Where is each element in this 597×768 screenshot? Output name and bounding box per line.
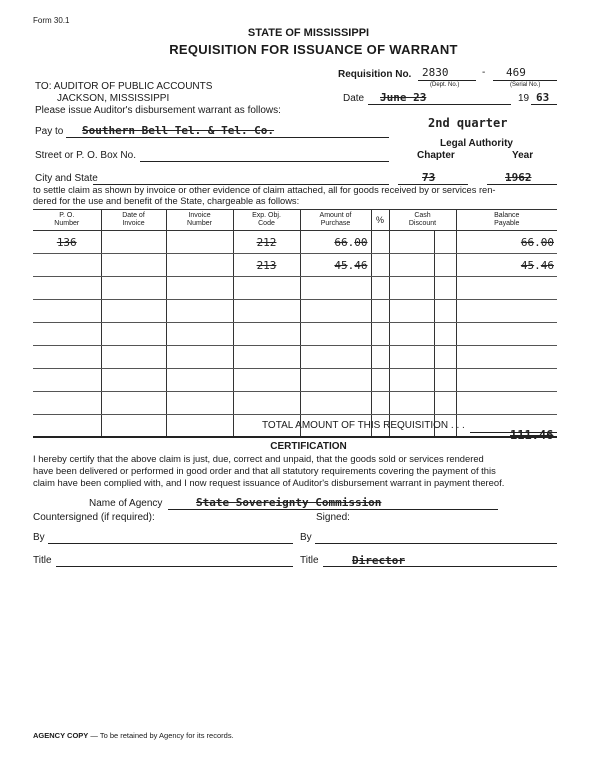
- dept-no-value[interactable]: 2830: [422, 66, 449, 79]
- cell-empty[interactable]: [166, 277, 233, 300]
- cell-empty[interactable]: [33, 346, 101, 369]
- cell-empty[interactable]: [389, 369, 434, 392]
- requisition-dash: -: [482, 67, 486, 78]
- cell-empty[interactable]: [33, 369, 101, 392]
- dept-no-caption: (Dept. No.): [430, 82, 460, 88]
- cell-empty[interactable]: [166, 369, 233, 392]
- cell-empty[interactable]: [434, 369, 456, 392]
- cell-empty[interactable]: [33, 392, 101, 415]
- by-label-right: By: [300, 532, 312, 543]
- serial-no-caption: (Serial No.): [510, 82, 541, 88]
- dept-no-line: [418, 80, 476, 81]
- cell-empty[interactable]: [233, 300, 300, 323]
- cell-empty[interactable]: [101, 346, 166, 369]
- cell-empty[interactable]: [233, 392, 300, 415]
- cell-empty[interactable]: [456, 346, 557, 369]
- cell-empty[interactable]: [300, 346, 371, 369]
- cell-empty[interactable]: [389, 346, 434, 369]
- quarter-value: 2nd quarter: [428, 116, 508, 130]
- cell-date[interactable]: [101, 254, 166, 277]
- table-row: [33, 277, 557, 300]
- cell-discount-cents[interactable]: [434, 231, 456, 254]
- title-label-right: Title: [300, 555, 319, 566]
- cell-empty[interactable]: [300, 300, 371, 323]
- cell-empty[interactable]: [33, 277, 101, 300]
- total-rule: [33, 436, 557, 438]
- header-exp-obj-code: Exp. Obj. Code: [233, 210, 300, 231]
- chapter-label: Chapter: [417, 150, 455, 161]
- cell-empty[interactable]: [300, 369, 371, 392]
- settle-text-2: dered for the use and benefit of the State, chargeable as follows:: [33, 196, 300, 206]
- year-suffix[interactable]: 63: [536, 91, 550, 104]
- cell-empty[interactable]: [101, 369, 166, 392]
- pay-to-line: [66, 137, 389, 138]
- table-row: [33, 346, 557, 369]
- claim-table: [33, 209, 557, 438]
- cell-empty[interactable]: [434, 323, 456, 346]
- cell-empty[interactable]: [101, 300, 166, 323]
- cell-discount[interactable]: [389, 254, 434, 277]
- certification-line1: I hereby certify that the above claim is just, due, correct and unpaid, that the goods sold or services rendered: [33, 453, 484, 464]
- form-title: REQUISITION FOR ISSUANCE OF WARRANT: [169, 42, 458, 57]
- cell-balance[interactable]: 45.46: [456, 254, 557, 277]
- cell-empty[interactable]: [456, 323, 557, 346]
- year-value[interactable]: 1962: [505, 171, 532, 184]
- cell-discount-cents[interactable]: [434, 254, 456, 277]
- cell-amount[interactable]: 66.00: [300, 231, 371, 254]
- countersigned-label: Countersigned (if required):: [33, 512, 155, 523]
- table-row: [33, 231, 557, 254]
- cell-empty[interactable]: [456, 369, 557, 392]
- cell-empty[interactable]: [166, 415, 233, 438]
- table-header-row: [33, 210, 557, 231]
- cell-invoice[interactable]: [166, 231, 233, 254]
- cell-empty[interactable]: [166, 300, 233, 323]
- table-row: [33, 392, 557, 415]
- cell-amount[interactable]: 45.46: [300, 254, 371, 277]
- header-amount-of-purchase: Amount of Purchase: [300, 210, 371, 231]
- cell-empty[interactable]: [101, 392, 166, 415]
- cell-empty[interactable]: [434, 392, 456, 415]
- agency-value[interactable]: State Sovereignty Commission: [196, 496, 382, 509]
- certification-line3: claim have been complied with, and I now request issuance of Auditor's disbursement warrant in payment thereof.: [33, 477, 505, 488]
- footer-text: — To be retained by Agency for its records.: [88, 731, 234, 740]
- cell-balance[interactable]: 66.00: [456, 231, 557, 254]
- year-value-line: [487, 184, 557, 185]
- header-balance-payable: Balance Payable: [456, 210, 557, 231]
- cell-empty[interactable]: [233, 323, 300, 346]
- year-prefix: 19: [518, 93, 530, 104]
- serial-no-line: [493, 80, 557, 81]
- cell-empty[interactable]: [233, 277, 300, 300]
- cell-empty[interactable]: [300, 323, 371, 346]
- cell-empty[interactable]: [456, 277, 557, 300]
- title-line-left[interactable]: [56, 566, 293, 567]
- header-invoice-number: Invoice Number: [166, 210, 233, 231]
- cell-empty[interactable]: [166, 392, 233, 415]
- chapter-value[interactable]: 73: [422, 171, 436, 184]
- date-label: Date: [343, 93, 365, 104]
- by-line-left[interactable]: [48, 543, 293, 544]
- legal-authority-label: Legal Authority: [440, 138, 513, 149]
- certification-line2: have been delivered or performed in good order and that all statutory requirements covering the payment of this: [33, 465, 496, 476]
- cell-empty[interactable]: [101, 277, 166, 300]
- title-label-left: Title: [33, 555, 52, 566]
- header-po-number: P. O. Number: [33, 210, 101, 231]
- cell-code[interactable]: 212: [233, 231, 300, 254]
- cell-empty[interactable]: [233, 346, 300, 369]
- cell-empty[interactable]: [371, 300, 389, 323]
- cell-empty[interactable]: [371, 346, 389, 369]
- footer-agency-copy: AGENCY COPY: [33, 731, 89, 740]
- header-percent: %: [371, 210, 389, 231]
- header-date-of-invoice: Date of Invoice: [101, 210, 166, 231]
- pay-to-value[interactable]: Southern Bell Tel. & Tel. Co.: [82, 124, 275, 137]
- cell-invoice[interactable]: [166, 254, 233, 277]
- agency-line: [168, 509, 498, 510]
- cell-empty[interactable]: [456, 300, 557, 323]
- cell-empty[interactable]: [389, 300, 434, 323]
- cell-empty[interactable]: [371, 392, 389, 415]
- cell-empty[interactable]: [33, 300, 101, 323]
- year-label: Year: [512, 150, 534, 161]
- agency-label: Name of Agency: [89, 498, 163, 509]
- signed-label: Signed:: [316, 512, 350, 523]
- cell-empty[interactable]: [101, 415, 166, 438]
- table-row: [33, 300, 557, 323]
- street-line[interactable]: [140, 161, 389, 162]
- cell-empty[interactable]: [389, 392, 434, 415]
- cell-empty[interactable]: [300, 277, 371, 300]
- cell-empty[interactable]: [389, 277, 434, 300]
- by-line-right[interactable]: [315, 543, 557, 544]
- cell-empty[interactable]: [371, 369, 389, 392]
- serial-no-value[interactable]: 469: [506, 66, 526, 79]
- table-row: [33, 323, 557, 346]
- year-line: [531, 104, 557, 105]
- cell-empty[interactable]: [101, 323, 166, 346]
- cell-empty[interactable]: [434, 346, 456, 369]
- table-row: [33, 254, 557, 277]
- certification-title: CERTIFICATION: [270, 441, 347, 452]
- cell-discount[interactable]: [389, 231, 434, 254]
- settle-text-1: to settle claim as shown by invoice or other evidence of claim attached, all for goods received by or services ren-: [33, 185, 496, 195]
- date-line: [368, 104, 511, 105]
- cell-code[interactable]: 213: [233, 254, 300, 277]
- header-cash-discount: Cash Discount: [389, 210, 456, 231]
- total-label: TOTAL AMOUNT OF THIS REQUISITION . . .: [262, 420, 465, 431]
- instruction-text: Please issue Auditor's disbursement warrant as follows:: [35, 105, 281, 116]
- cell-empty[interactable]: [166, 323, 233, 346]
- cell-date[interactable]: [101, 231, 166, 254]
- cell-empty[interactable]: [371, 277, 389, 300]
- cell-percent[interactable]: [371, 254, 389, 277]
- pay-to-label: Pay to: [35, 126, 64, 137]
- cell-po[interactable]: [33, 254, 101, 277]
- cell-empty[interactable]: [389, 323, 434, 346]
- to-line2: JACKSON, MISSISSIPPI: [57, 93, 170, 104]
- cell-empty[interactable]: [33, 415, 101, 438]
- cell-empty[interactable]: [434, 277, 456, 300]
- to-line1: TO: AUDITOR OF PUBLIC ACCOUNTS: [35, 81, 213, 92]
- table-row: [33, 369, 557, 392]
- requisition-label: Requisition No.: [338, 69, 412, 80]
- cell-empty[interactable]: [233, 369, 300, 392]
- cell-empty[interactable]: [371, 323, 389, 346]
- cell-empty[interactable]: [434, 300, 456, 323]
- title-value[interactable]: Director: [352, 554, 405, 567]
- by-label-left: By: [33, 532, 45, 543]
- city-label: City and State: [35, 173, 98, 184]
- cell-empty[interactable]: [166, 346, 233, 369]
- cell-empty[interactable]: [300, 392, 371, 415]
- cell-po[interactable]: 136: [33, 231, 101, 254]
- form-number: Form 30.1: [33, 16, 70, 25]
- cell-empty[interactable]: [456, 392, 557, 415]
- total-value[interactable]: 111.46: [510, 428, 554, 442]
- footer-note: [33, 731, 234, 740]
- state-heading: STATE OF MISSISSIPPI: [247, 27, 370, 39]
- street-label: Street or P. O. Box No.: [35, 150, 136, 161]
- cell-percent[interactable]: [371, 231, 389, 254]
- cell-empty[interactable]: [33, 323, 101, 346]
- date-value[interactable]: June 23: [380, 91, 427, 104]
